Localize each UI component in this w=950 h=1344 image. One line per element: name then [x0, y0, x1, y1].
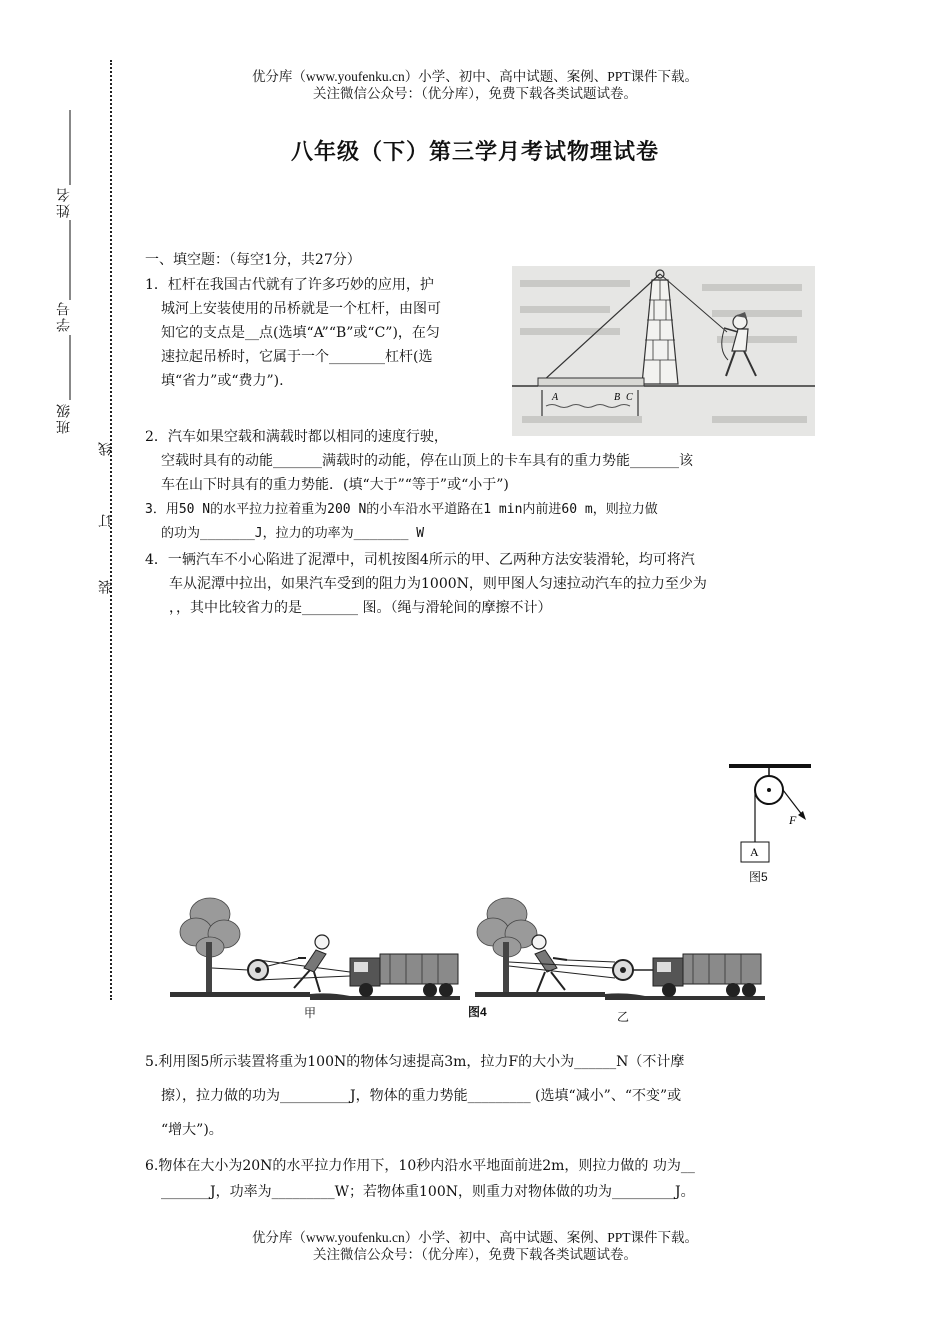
- figure-5-pulley: [725, 758, 815, 888]
- bridge-point-b: B: [614, 392, 621, 403]
- page-footer: [150, 1229, 800, 1263]
- question-5-line: “增大”)。: [161, 1122, 223, 1138]
- drawbridge-illustration: [512, 266, 815, 436]
- question-2-line: 车在山下时具有的重力势能．(填“大于”“等于”或“小于”): [161, 477, 509, 493]
- yi-illustration: [475, 892, 765, 1002]
- jia-illustration: [170, 892, 460, 1002]
- question-4-line: 4．一辆汽车不小心陷进了泥潭中，司机按图4所示的甲、乙两种方法安装滑轮，均可将汽: [145, 552, 695, 568]
- question-2: [145, 425, 825, 497]
- name-label: 姓名: [56, 186, 72, 218]
- page-header: [150, 68, 800, 102]
- binding-ding-label: 订: [98, 512, 114, 528]
- question-3: [145, 498, 825, 546]
- question-6-line: 6.物体在大小为20N的水平拉力作用下，10秒内沿水平地面前进2m，则拉力做的 功为__: [145, 1158, 695, 1174]
- question-5-line: 擦），拉力做的功为__________J，物体的重力势能_________ (选填“减小”、“不变”或: [161, 1088, 682, 1104]
- question-1-line: 知它的支点是__点(选填“A”“B”或“C”)，在匀: [161, 325, 440, 341]
- question-4-line: 车从泥潭中拉出，如果汽车受到的阻力为1000N，则甲图人匀速拉动汽车的拉力至少为: [169, 576, 707, 592]
- figure-4-jia: [170, 892, 470, 1027]
- figure-4-yi-caption: 乙: [617, 1010, 630, 1024]
- binding-xian-label: 线: [98, 440, 114, 456]
- figure-4-jia-caption: 甲: [304, 1006, 317, 1020]
- header-line-2: 关注微信公众号：（优分库），免费下载各类试题试卷。: [313, 86, 637, 101]
- question-6-line: _______J，功率为_________W；若物体重100N，则重力对物体做的功为_________J。: [161, 1184, 695, 1200]
- question-1: [145, 273, 505, 393]
- question-3-line: 3．用50 N的水平拉力拉着重为200 N的小车沿水平道路在1 min内前进60 m，则拉力做: [145, 502, 658, 517]
- question-5-line: 5.利用图5所示装置将重为100N的物体匀速提高3m，拉力F的大小为______N（不计摩: [145, 1054, 685, 1070]
- question-1-line: 1．杠杆在我国古代就有了许多巧妙的应用，护: [145, 277, 434, 293]
- question-5: [145, 1045, 825, 1147]
- question-4: [145, 548, 825, 620]
- section-fill-blank-heading: 一、填空题：（每空1分，共27分）: [145, 252, 361, 268]
- bridge-point-c: C: [626, 392, 633, 403]
- drawbridge-figure: [512, 266, 815, 436]
- pulley-force-label: F: [789, 813, 797, 827]
- figure-4-caption: 图4: [468, 1005, 487, 1019]
- question-6: [145, 1153, 825, 1205]
- figure-5-caption: 图5: [749, 870, 768, 884]
- bridge-point-a: A: [552, 392, 559, 403]
- question-4-line: ，，其中比较省力的是________ 图。（绳与滑轮间的摩擦不计）: [169, 600, 552, 616]
- question-2-line: 2．汽车如果空载和满载时都以相同的速度行驶，: [145, 429, 448, 445]
- student-info-underlines: [56, 110, 80, 450]
- class-label: 班级: [56, 402, 72, 434]
- binding-zhuang-label: 装: [98, 578, 114, 594]
- header-line-1: 优分库（www.youfenku.cn）小学、初中、高中试题、案例、PPT课件下载。: [251, 69, 699, 84]
- page-title: 八年级（下）第三学月考试物理试卷: [290, 139, 659, 165]
- pulley-block-label: A: [750, 845, 759, 859]
- question-1-line: 城河上安装使用的吊桥就是一个杠杆，由图可: [161, 301, 441, 317]
- question-2-line: 空载时具有的动能_______满载时的动能，停在山顶上的卡车具有的重力势能_______该: [161, 453, 693, 469]
- student-number-label: 学号: [56, 300, 72, 332]
- footer-line-2: 关注微信公众号：（优分库），免费下载各类试题试卷。: [313, 1247, 637, 1262]
- question-3-line: 的功为_______J，拉力的功率为_______ W: [161, 526, 425, 541]
- figure-4-yi: [475, 892, 775, 1027]
- footer-line-1: 优分库（www.youfenku.cn）小学、初中、高中试题、案例、PPT课件下载。: [251, 1230, 699, 1245]
- binding-dotted-line: [110, 60, 112, 1000]
- student-info-field: [56, 110, 80, 450]
- question-1-line: 填“省力”或“费力”).: [161, 373, 284, 389]
- question-1-line: 速拉起吊桥时，它属于一个________杠杆(选: [161, 349, 433, 365]
- pulley-diagram: [725, 758, 815, 868]
